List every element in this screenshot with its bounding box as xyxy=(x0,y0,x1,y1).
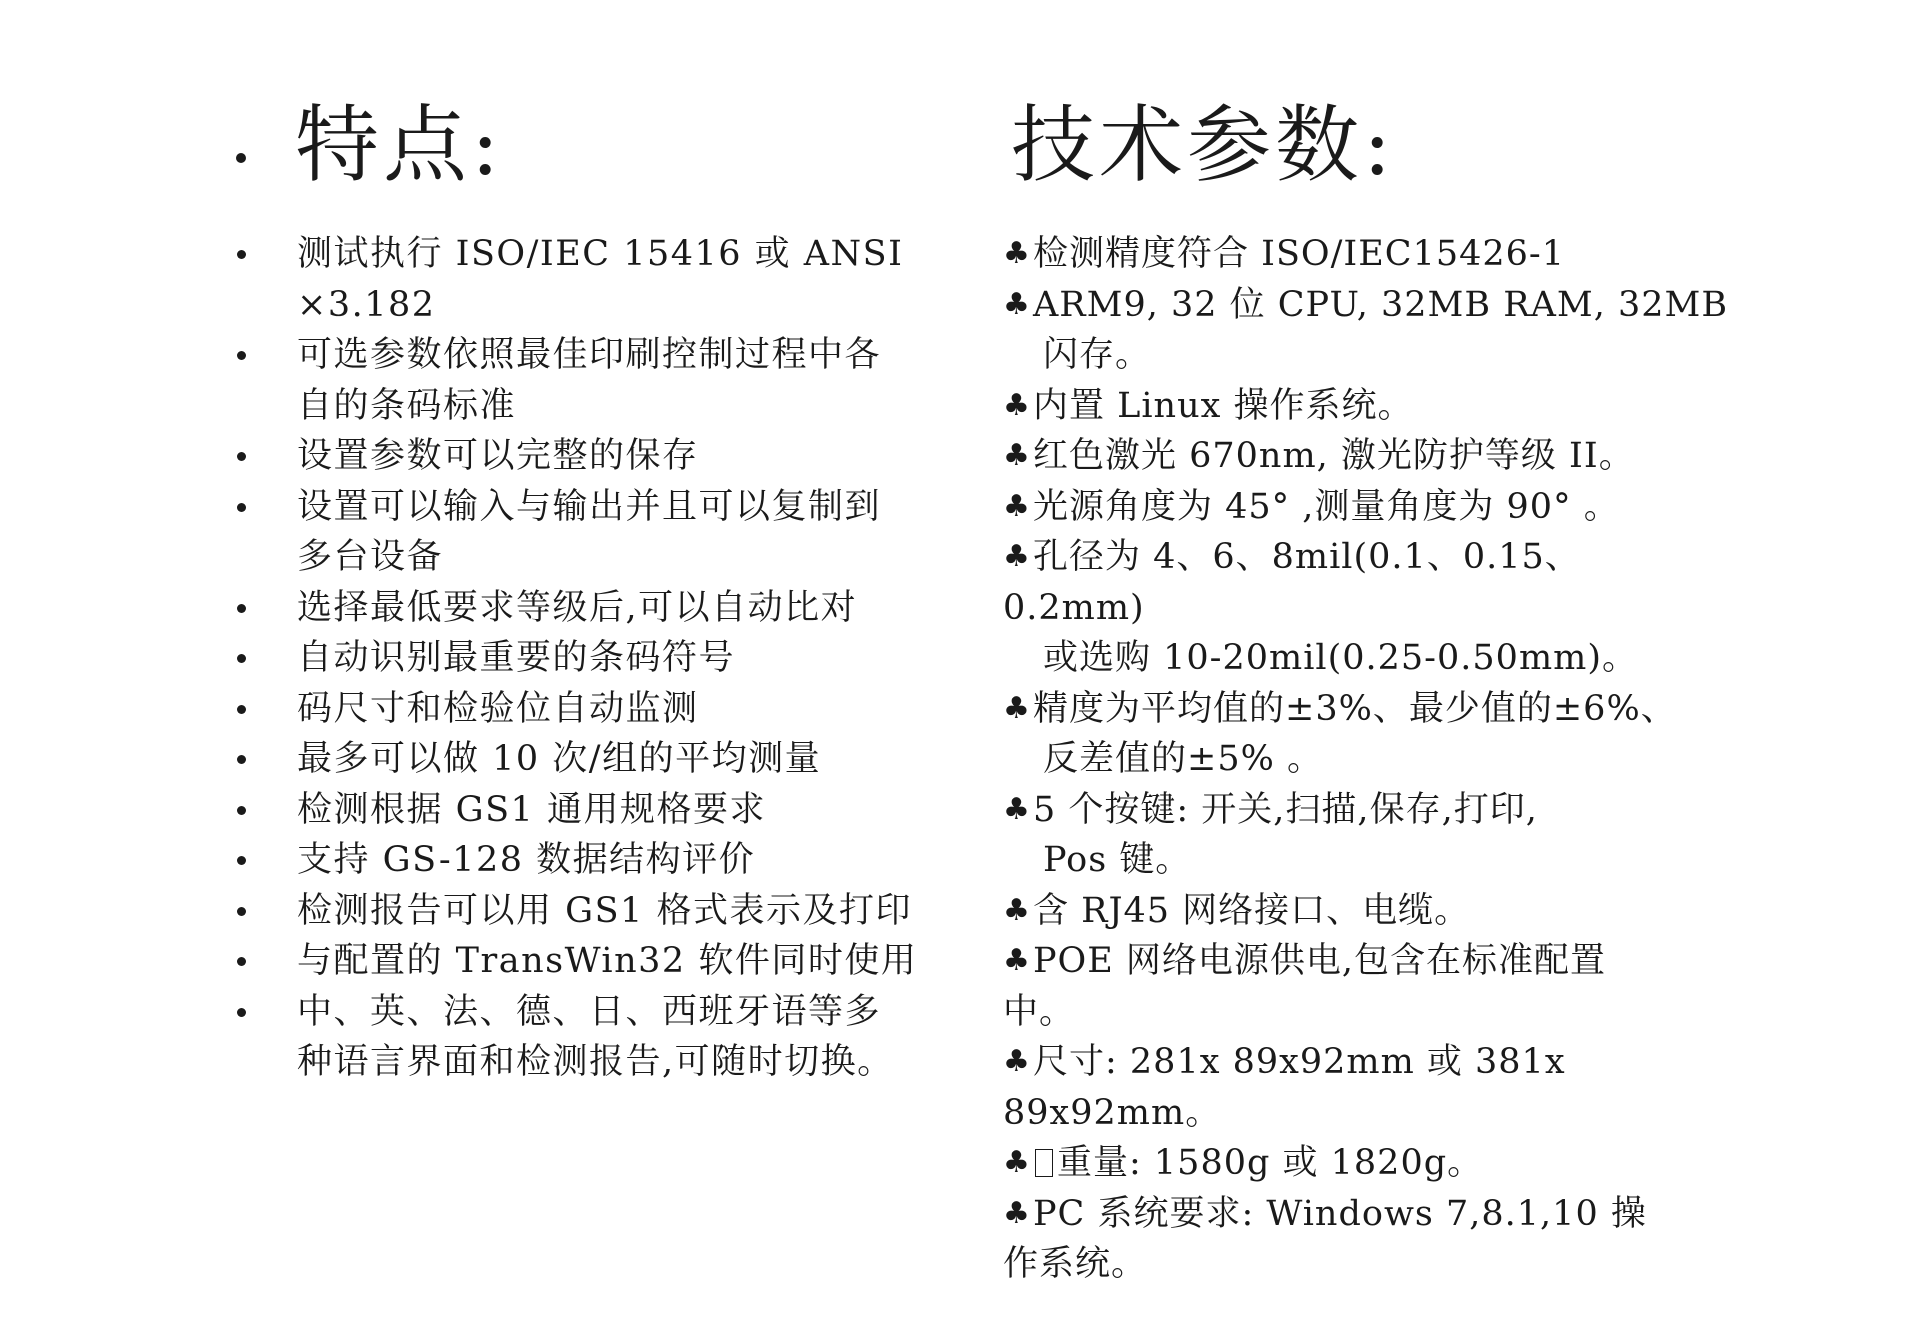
club-suit-icon: ♣ xyxy=(1003,690,1031,726)
spec-line xyxy=(1003,1189,1723,1240)
specs-section xyxy=(1003,95,1729,1290)
feature-text: 与配置的 TransWin32 软件同时使用 xyxy=(297,941,918,981)
missing-glyph-box-icon xyxy=(1035,1149,1053,1177)
club-suit-icon: ♣ xyxy=(1003,892,1031,928)
spec-text: 孔径为 4、6、8mil(0.1、0.15、 xyxy=(1033,537,1581,577)
features-list xyxy=(225,229,945,1088)
heading-bullet-icon xyxy=(236,153,246,163)
spec-line xyxy=(1003,987,1723,1038)
bullet-icon xyxy=(237,755,246,764)
spec-item xyxy=(1003,785,1723,886)
bullet-icon xyxy=(237,452,246,461)
spec-text: 尺寸: 281x 89x92mm 或 381x xyxy=(1033,1042,1566,1082)
club-suit-icon: ♣ xyxy=(1003,387,1031,423)
bullet-icon xyxy=(237,654,246,663)
spec-item xyxy=(1003,482,1723,533)
bullet-icon xyxy=(237,351,246,360)
spec-text: 含 RJ45 网络接口、电缆。 xyxy=(1033,890,1471,931)
feature-text: 码尺寸和检验位自动监测 xyxy=(297,688,699,729)
feature-item xyxy=(225,229,945,330)
spec-item xyxy=(1003,532,1723,684)
club-suit-icon: ♣ xyxy=(1003,1145,1031,1180)
feature-text: 自的条码标准 xyxy=(297,385,517,426)
feature-item xyxy=(225,583,945,634)
feature-text: 多台设备 xyxy=(297,537,444,577)
spec-text: 5 个按键: 开关,扫描,保存,打印, xyxy=(1033,789,1538,830)
bullet-icon xyxy=(237,604,246,613)
spec-line xyxy=(1003,684,1723,735)
feature-text: 检测报告可以用 GS1 格式表示及打印 xyxy=(297,890,912,931)
features-section xyxy=(225,95,945,1088)
spec-text: 光源角度为 45° ,测量角度为 90° 。 xyxy=(1033,486,1620,527)
features-heading: 特点: xyxy=(295,96,504,194)
spec-line xyxy=(1003,229,1723,280)
feature-item xyxy=(225,633,945,684)
spec-line xyxy=(1003,330,1723,381)
club-suit-icon: ♣ xyxy=(1003,236,1031,271)
spec-item xyxy=(1003,886,1723,937)
bullet-icon xyxy=(237,705,246,714)
feature-text: 设置参数可以完整的保存 xyxy=(297,436,699,476)
spec-text: 红色激光 670nm, 激光防护等级 II。 xyxy=(1033,436,1635,476)
club-suit-icon: ♣ xyxy=(1003,791,1031,827)
spec-line xyxy=(1003,532,1723,583)
feature-text: 支持 GS-128 数据结构评价 xyxy=(297,840,756,880)
spec-text: 闪存。 xyxy=(1043,335,1152,375)
feature-item xyxy=(225,886,945,937)
feature-text: 选择最低要求等级后,可以自动比对 xyxy=(297,587,858,628)
spec-line xyxy=(1003,1138,1723,1189)
feature-text: 设置可以输入与输出并且可以复制到 xyxy=(297,486,882,527)
feature-text: 种语言界面和检测报告,可随时切换。 xyxy=(297,1042,894,1082)
spec-item xyxy=(1003,381,1723,432)
feature-item xyxy=(225,734,945,785)
spec-line xyxy=(1003,835,1723,886)
spec-text: 重量: 1580g 或 1820g。 xyxy=(1057,1143,1484,1183)
features-heading-row xyxy=(225,95,945,205)
spec-text: ARM9, 32 位 CPU, 32MB RAM, 32MB xyxy=(1033,284,1729,325)
feature-text: 测试执行 ISO/IEC 15416 或 ANSI xyxy=(297,234,904,274)
spec-item xyxy=(1003,1138,1723,1189)
spec-text: Pos 键。 xyxy=(1043,840,1192,880)
spec-text: 检测精度符合 ISO/IEC15426-1 xyxy=(1033,234,1566,274)
spec-line xyxy=(1003,1239,1723,1290)
spec-line xyxy=(1003,381,1723,432)
spec-item xyxy=(1003,684,1723,785)
specs-heading-row xyxy=(1003,95,1723,205)
spec-line xyxy=(1003,583,1723,634)
feature-item xyxy=(225,785,945,836)
spec-line xyxy=(1003,936,1723,987)
specs-list xyxy=(1003,229,1729,1290)
spec-line xyxy=(1003,482,1723,533)
spec-text: 0.2mm) xyxy=(1003,587,1145,628)
spec-line xyxy=(1003,734,1723,785)
feature-item xyxy=(225,835,945,886)
spec-item xyxy=(1003,936,1723,1037)
feature-item xyxy=(225,330,945,431)
bullet-icon xyxy=(237,907,246,916)
feature-item xyxy=(225,936,945,987)
spec-text: 内置 Linux 操作系统。 xyxy=(1033,385,1414,426)
feature-item xyxy=(225,431,945,482)
spec-text: PC 系统要求: Windows 7,8.1,10 操 xyxy=(1033,1193,1647,1234)
spec-line xyxy=(1003,886,1723,937)
club-suit-icon: ♣ xyxy=(1003,943,1031,978)
spec-text: 作系统。 xyxy=(1003,1244,1148,1284)
feature-text: ×3.182 xyxy=(297,284,436,325)
club-suit-icon: ♣ xyxy=(1003,488,1031,524)
feature-item xyxy=(225,482,945,583)
bullet-icon xyxy=(237,503,246,512)
bullet-icon xyxy=(237,957,246,966)
feature-text: 检测根据 GS1 通用规格要求 xyxy=(297,789,766,830)
feature-item xyxy=(225,987,945,1088)
spec-line xyxy=(1003,633,1723,684)
club-suit-icon: ♣ xyxy=(1003,286,1031,322)
spec-text: 中。 xyxy=(1003,991,1076,1032)
spec-item xyxy=(1003,280,1729,381)
spec-line xyxy=(1003,785,1723,836)
bullet-icon xyxy=(237,856,246,865)
bullet-icon xyxy=(237,1008,246,1017)
spec-item xyxy=(1003,431,1723,482)
spec-line xyxy=(1003,1037,1723,1088)
spec-line xyxy=(1003,431,1723,482)
spec-line xyxy=(1003,1088,1723,1139)
club-suit-icon: ♣ xyxy=(1003,1044,1031,1079)
club-suit-icon: ♣ xyxy=(1003,438,1031,473)
club-suit-icon: ♣ xyxy=(1003,1195,1031,1231)
club-suit-icon: ♣ xyxy=(1003,539,1031,574)
spec-item xyxy=(1003,1037,1723,1138)
feature-item xyxy=(225,684,945,735)
spec-text: 或选购 10-20mil(0.25-0.50mm)。 xyxy=(1043,638,1638,678)
bullet-icon xyxy=(237,250,246,259)
spec-item xyxy=(1003,229,1723,280)
feature-text: 可选参数依照最佳印刷控制过程中各 xyxy=(297,335,882,375)
feature-text: 最多可以做 10 次/组的平均测量 xyxy=(297,739,822,779)
feature-text: 自动识别最重要的条码符号 xyxy=(297,638,736,678)
spec-line xyxy=(1003,280,1729,331)
spec-item xyxy=(1003,1189,1723,1290)
bullet-icon xyxy=(237,806,246,815)
spec-text: POE 网络电源供电,包含在标准配置 xyxy=(1033,941,1607,981)
spec-text: 89x92mm。 xyxy=(1003,1092,1222,1133)
spec-text: 精度为平均值的±3%、最少值的±6%、 xyxy=(1033,688,1677,729)
spec-text: 反差值的±5% 。 xyxy=(1043,739,1323,779)
feature-text: 中、英、法、德、日、西班牙语等多 xyxy=(297,991,882,1032)
specs-heading: 技术参数: xyxy=(1011,96,1396,194)
